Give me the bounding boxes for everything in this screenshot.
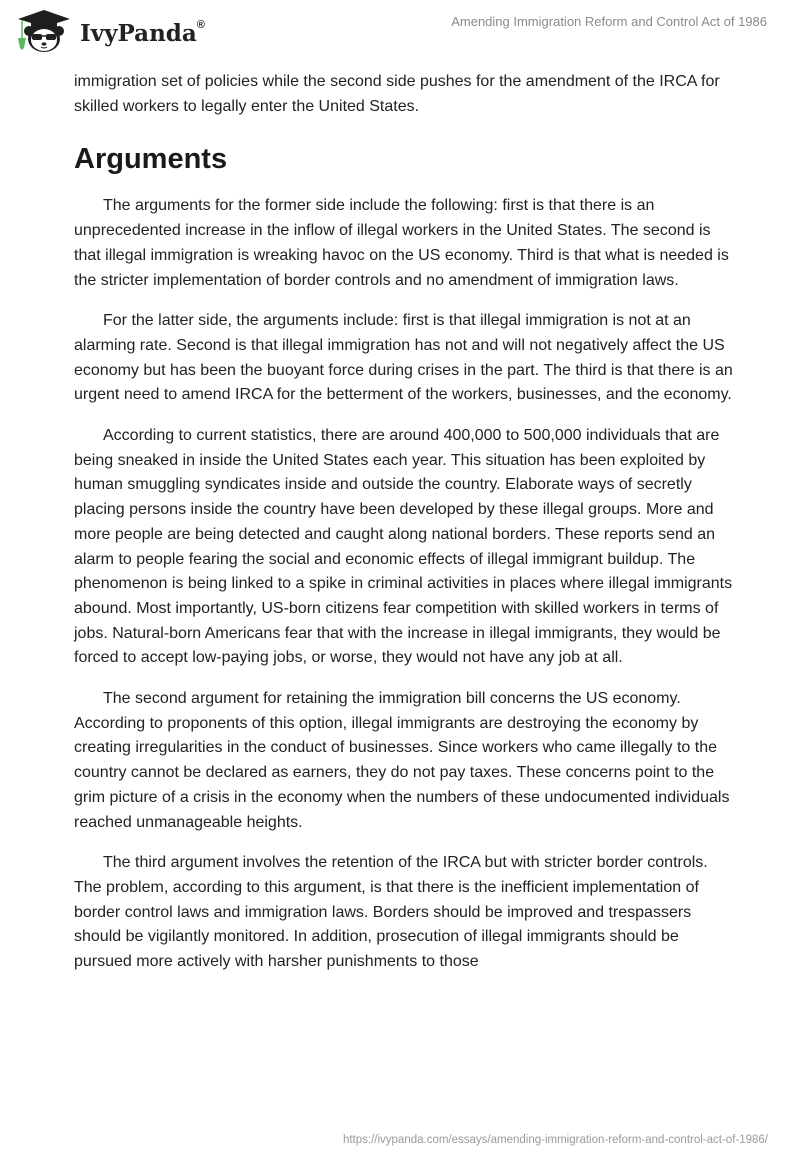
registered-mark: ® xyxy=(196,18,205,31)
paragraph-third-argument: The third argument involves the retention of the IRCA but with stricter border controls. The problem, according to this argument, is that there is the inefficient implementation of border control laws and immigration laws. Borders should be improved and trespassers should be vigilantly monitored. In addition, prosecution of illegal immigrants should be pursued more actively with harsher punishments to those xyxy=(74,854,708,971)
paragraph-former-side: The arguments for the former side include the following: first is that there is an unprecedented increase in the inflow of illegal workers in the United States. The second is that illegal immigration is wreaking havoc on the US economy. Third is that what is needed is the stricter implementation of border controls and no amendment of immigration laws. xyxy=(74,197,729,289)
paragraph-statistics: According to current statistics, there are around 400,000 to 500,000 individuals that are being sneaked in inside the United States each year. This situation has been exploited by human smuggling syndicates inside and outside the country. Elaborate ways of secretly placing persons inside the country have been developed by these illegal groups. More and more people are being detected and caught along national borders. These reports send an alarm to people fearing the social and economic effects of illegal immigrant buildup. The phenomenon is being linked to a spike in criminal activities in places where illegal immigrants abound. Most importantly, US-born citizens fear competition with skilled workers in terms of jobs. Natural-born Americans fear that with the increase in illegal immigrants, they would be forced to accept low-paying jobs, or worse, they would not have any job at all. xyxy=(74,427,733,667)
essay-content xyxy=(74,70,734,991)
logo-wordmark: IvyPanda® xyxy=(80,18,205,47)
paragraph-second-argument: The second argument for retaining the immigration bill concerns the US economy. According to proponents of this option, illegal immigrants are destroying the economy by creating irregularities in the conduct of businesses. Since workers who came illegally to the country cannot be declared as earners, they do not pay taxes. These concerns point to the grim picture of a crisis in the economy when the numbers of these undocumented individuals reached unmanageable heights. xyxy=(74,690,730,831)
panda-graduation-cap-icon xyxy=(14,8,74,54)
intro-paragraph: immigration set of policies while the second side pushes for the amendment of the IRCA for skilled workers to legally enter the United States. xyxy=(74,73,720,115)
document-title: Amending Immigration Reform and Control Act of 1986 xyxy=(451,14,767,29)
source-url-link[interactable]: https://ivypanda.com/essays/amending-immigration-reform-and-control-act-of-1986/ xyxy=(342,1134,768,1146)
ivypanda-logo[interactable] xyxy=(14,8,205,54)
paragraph-latter-side: For the latter side, the arguments include: first is that illegal immigration is not at an alarming rate. Second is that illegal immigration has not and will not negatively affect the US economy but has been the buoyant force during crises in the part. The third is that there is an urgent need to amend IRCA for the betterment of the workers, businesses, and the economy. xyxy=(74,312,733,404)
section-heading-arguments: Arguments xyxy=(74,143,228,176)
page-header xyxy=(0,0,800,60)
